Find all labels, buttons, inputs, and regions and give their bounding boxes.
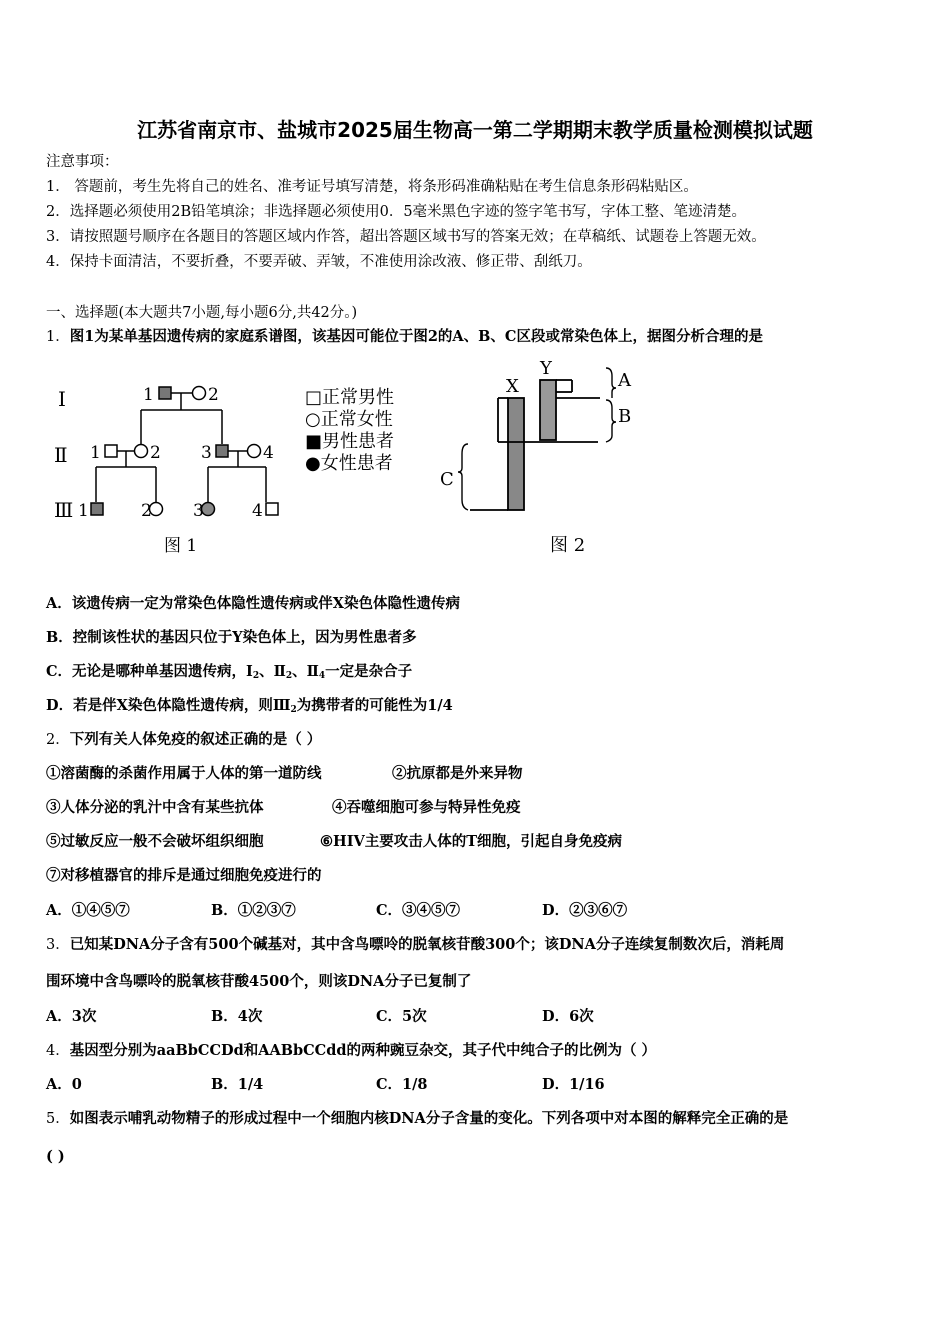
question-text: 下列有关人体免疫的叙述正确的是（ ）	[69, 731, 322, 748]
gen-label-2: Ⅱ	[54, 443, 68, 467]
pedigree-id: 1	[78, 501, 89, 521]
notice-heading: 注意事项：	[46, 154, 119, 170]
statement-7: ⑦对移植器官的排斥是通过细胞免疫进行的	[46, 867, 322, 884]
question-2-stem	[46, 731, 321, 749]
pedigree-id: 2	[150, 443, 161, 463]
question-1-stem	[46, 328, 763, 346]
statement-2: ②抗原都是外来异物	[392, 765, 523, 782]
question-4-option-d[interactable]: D．1/16	[542, 1076, 605, 1093]
question-1-option-b[interactable]: B．控制该性状的基因只位于Y染色体上，因为男性患者多	[46, 629, 417, 646]
region-label: A	[618, 370, 631, 391]
notice-item-2: 2．选择题必须使用2B铅笔填涂；非选择题必须使用0．5毫米黑色字迹的签字笔书写，字体工整、笔迹清楚。	[46, 204, 747, 220]
question-1-figures	[40, 352, 660, 567]
statement-5: ⑤过敏反应一般不会破坏组织细胞	[46, 833, 264, 850]
fig2-caption: 图 2	[550, 535, 586, 556]
statement-3: ③人体分泌的乳汁中含有某些抗体	[46, 799, 264, 816]
pedigree-id: 2	[141, 501, 152, 521]
legend-item: ○正常女性	[305, 409, 393, 430]
region-label: C	[440, 469, 454, 490]
question-1-option-c[interactable]: C．无论是哪种单基因遗传病，$Ⅰ_2$、$Ⅱ_2$、$Ⅱ_4$一定是杂合子	[46, 663, 413, 681]
notice-item-3: 3．请按照题号顺序在各题目的答题区域内作答，超出答题区域书写的答案无效；在草稿纸、试题卷上答题无效。	[46, 229, 766, 245]
question-3-option-d[interactable]: D．6次	[542, 1008, 594, 1025]
question-4-stem	[46, 1042, 656, 1060]
fig1-caption: 图 1	[164, 536, 198, 556]
pedigree-id: 3	[193, 501, 204, 521]
question-number: 2．	[46, 732, 70, 748]
region-label: B	[618, 406, 632, 427]
question-5-stem-cont: ( )	[46, 1148, 65, 1165]
question-text: 如图表示哺乳动物精子的形成过程中一个细胞内核DNA分子含量的变化。下列各项中对本图的解释完全正确的是	[69, 1110, 789, 1127]
question-2-option-a[interactable]: A．①④⑤⑦	[46, 902, 130, 919]
notice-item-1: 1． 答题前，考生先将自己的姓名、准考证号填写清楚，将条形码准确粘贴在考生信息条形码粘贴区。	[46, 179, 698, 195]
notice-item-4: 4．保持卡面清洁，不要折叠，不要弄破、弄皱，不准使用涂改液、修正带、刮纸刀。	[46, 254, 592, 270]
statement-4: ④吞噬细胞可参与特异性免疫	[332, 799, 521, 816]
question-1-option-a[interactable]: A．该遗传病一定为常染色体隐性遗传病或伴X染色体隐性遗传病	[46, 595, 460, 612]
question-4-option-c[interactable]: C．1/8	[376, 1076, 428, 1093]
question-number: 4．	[46, 1043, 70, 1059]
chromosome-label: X	[506, 376, 519, 397]
statement-6: ⑥HIV主要攻击人体的T细胞，引起自身免疫病	[320, 833, 623, 850]
statement-1: ①溶菌酶的杀菌作用属于人体的第一道防线	[46, 765, 322, 782]
gen-label-1: Ⅰ	[58, 387, 66, 411]
question-number: 5．	[46, 1111, 70, 1127]
question-number: 1．	[46, 329, 70, 345]
question-5-stem	[46, 1110, 788, 1128]
legend-item: □正常男性	[305, 387, 395, 408]
legend-item: ■男性患者	[305, 431, 395, 452]
section-heading: 一、选择题(本大题共7小题,每小题6分,共42分。)	[46, 305, 358, 321]
question-text: 已知某DNA分子含有500个碱基对，其中含鸟嘌呤的脱氧核苷酸300个；该DNA分子连续复制数次后，消耗周	[69, 936, 785, 953]
question-2-option-c[interactable]: C．③④⑤⑦	[376, 902, 461, 919]
gen-label-3: Ⅲ	[54, 498, 74, 522]
question-3-option-a[interactable]: A．3次	[46, 1008, 97, 1025]
question-text: 图1为某单基因遗传病的家庭系谱图，该基因可能位于图2的A、B、C区段或常染色体上，据图分析合理的是	[69, 328, 763, 345]
option-text: C．无论是哪种单基因遗传病，Ⅰ	[46, 663, 253, 680]
pedigree-id: 1	[143, 385, 154, 405]
option-text: D．若是伴X染色体隐性遗传病，则Ⅲ	[46, 697, 291, 714]
pedigree-id: 1	[90, 443, 101, 463]
question-3-option-c[interactable]: C．5次	[376, 1008, 427, 1025]
legend-item: ●女性患者	[305, 453, 393, 474]
pedigree-id: 4	[263, 443, 274, 463]
question-4-option-b[interactable]: B．1/4	[211, 1076, 264, 1093]
page-title: 江苏省南京市、盐城市2025届生物高一第二学期期末教学质量检测模拟试题	[137, 118, 813, 142]
question-3-stem	[46, 936, 784, 954]
question-1-option-d[interactable]: D．若是伴X染色体隐性遗传病，则$Ⅲ_2$为携带者的可能性为1/4	[46, 697, 453, 715]
pedigree-id: 2	[208, 385, 219, 405]
question-3-option-b[interactable]: B．4次	[211, 1008, 263, 1025]
chromosome-label: Y	[540, 358, 552, 379]
question-number: 3．	[46, 937, 70, 953]
question-2-option-d[interactable]: D．②③⑥⑦	[542, 902, 628, 919]
pedigree-id: 4	[252, 501, 263, 521]
question-text: 基因型分别为aaBbCCDd和AABbCCdd的两种豌豆杂交，其子代中纯合子的比例为（ ）	[69, 1042, 657, 1059]
question-3-stem-cont: 围环境中含鸟嘌呤的脱氧核苷酸4500个，则该DNA分子已复制了	[46, 973, 472, 990]
pedigree-id: 3	[201, 443, 212, 463]
question-2-option-b[interactable]: B．①②③⑦	[211, 902, 296, 919]
question-4-option-a[interactable]: A．0	[46, 1076, 82, 1093]
